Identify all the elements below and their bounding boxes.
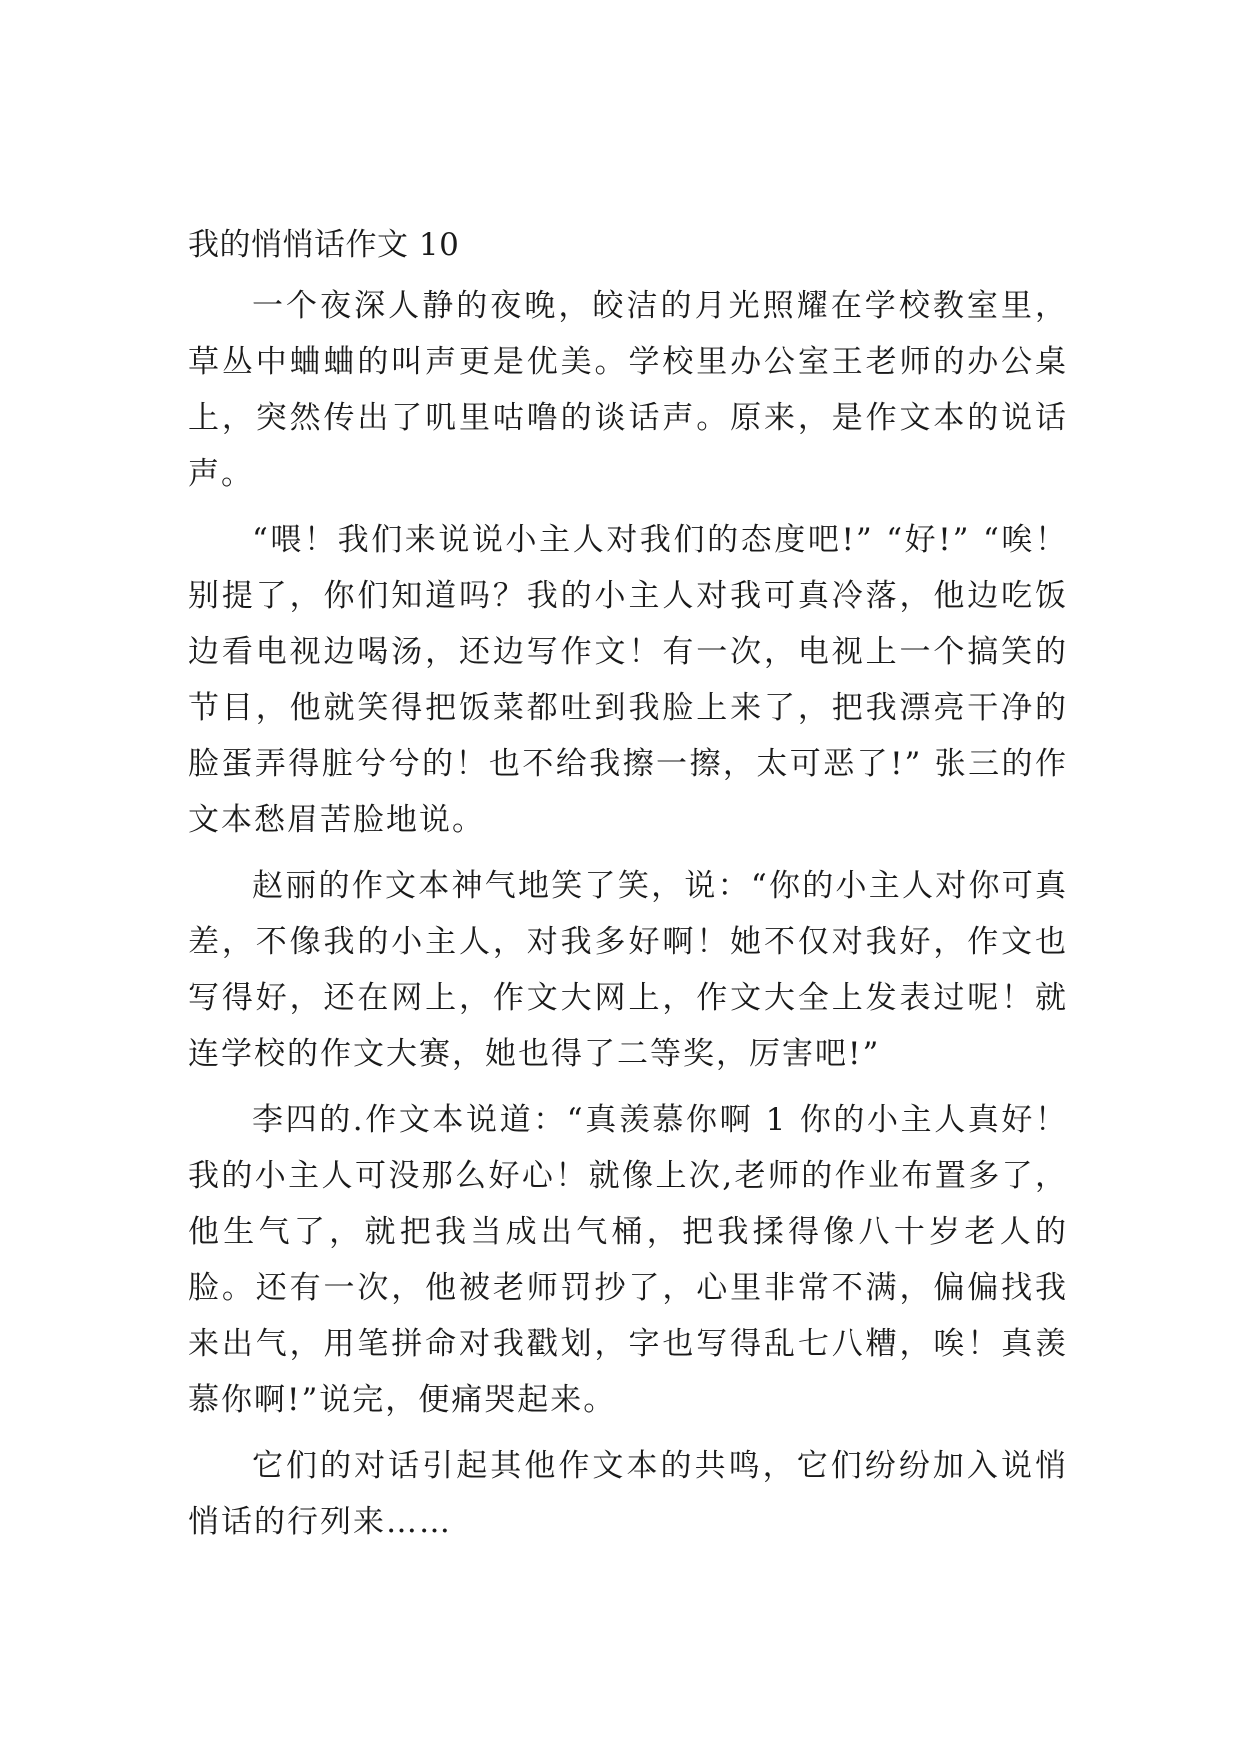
document-page xyxy=(188,224,1068,1550)
paragraph-1: 一个夜深人静的夜晚，皎洁的月光照耀在学校教室里，草丛中蛐蛐的叫声更是优美。学校里办公室王老师的办公桌上，突然传出了叽里咕噜的谈话声。原来，是作文本的说话声。 xyxy=(188,288,1068,492)
document-title: 我的悄悄话作文 10 xyxy=(188,227,460,263)
paragraph-4: 李四的.作文本说道：“真羡慕你啊 1 你的小主人真好！我的小主人可没那么好心！就像上次,老师的作业布置多了，他生气了，就把我当成出气桶，把我揉得像八十岁老人的脸。还有一次，他被老师罚抄了，心里非常不满，偏偏找我来出气，用笔拼命对我戳划，字也写得乱七八糟，唉！真羡慕你啊!”说完，便痛哭起来。 xyxy=(188,1102,1068,1418)
paragraph-3: 赵丽的作文本神气地笑了笑，说：“你的小主人对你可真差，不像我的小主人，对我多好啊！她不仅对我好，作文也写得好，还在网上，作文大网上，作文大全上发表过呢！就连学校的作文大赛，她也得了二等奖，厉害吧!” xyxy=(188,868,1068,1072)
paragraph-2: “喂！我们来说说小主人对我们的态度吧!” “好!” “唉！别提了，你们知道吗？我的小主人对我可真冷落，他边吃饭边看电视边喝汤，还边写作文！有一次，电视上一个搞笑的节目，他就笑得把饭菜都吐到我脸上来了，把我漂亮干净的脸蛋弄得脏兮兮的！也不给我擦一擦，太可恶了!” 张三的作文本愁眉苦脸地说。 xyxy=(188,522,1068,838)
paragraph-5: 它们的对话引起其他作文本的共鸣，它们纷纷加入说悄悄话的行列来…… xyxy=(188,1448,1068,1540)
